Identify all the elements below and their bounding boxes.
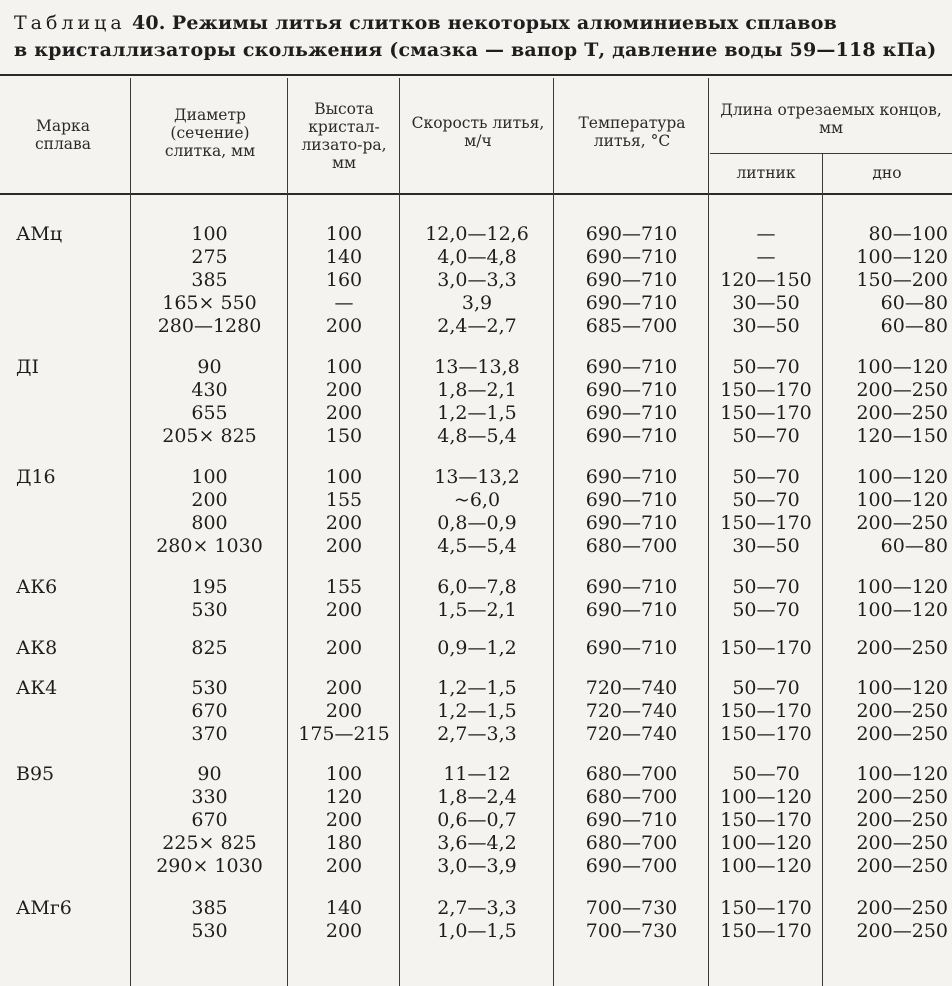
cell-diameter: 200 xyxy=(191,489,228,511)
cell-speed: 3,6—4,2 xyxy=(437,832,517,854)
cell-bottom: 100—120 xyxy=(856,489,948,511)
cell-diameter: 385 xyxy=(191,897,228,919)
cell-height: — xyxy=(334,292,354,314)
cell-diameter: 290× 1030 xyxy=(156,855,263,877)
cell-gate: 150—170 xyxy=(720,920,812,942)
cell-diameter: 195 xyxy=(191,576,228,598)
caption-number: 40. xyxy=(131,12,166,34)
cell-bottom: 100—120 xyxy=(856,763,948,785)
cell-temperature: 690—710 xyxy=(585,379,678,401)
cell-bottom: 60—80 xyxy=(880,315,948,337)
table-row xyxy=(0,269,952,291)
cell-diameter: 90 xyxy=(197,356,222,378)
cell-temperature: 690—710 xyxy=(585,637,678,659)
cell-speed: 1,2—1,5 xyxy=(437,402,517,424)
cell-diameter: 100 xyxy=(191,466,228,488)
table-row xyxy=(0,466,952,488)
cell-diameter: 225× 825 xyxy=(162,832,257,854)
table-row xyxy=(0,700,952,722)
cell-height: 200 xyxy=(325,379,363,401)
cell-temperature: 690—710 xyxy=(585,402,678,424)
cell-diameter: 670 xyxy=(191,700,228,722)
cell-speed: 2,7—3,3 xyxy=(437,897,517,919)
cell-speed: 2,7—3,3 xyxy=(437,723,517,745)
cell-bottom: 80—100 xyxy=(868,223,948,245)
cell-height: 200 xyxy=(325,637,363,659)
header-speed: Скорость литья, м/ч xyxy=(411,114,545,150)
cell-speed: 1,0—1,5 xyxy=(437,920,517,942)
cell-alloy: АМц xyxy=(16,223,63,245)
cell-temperature: 690—710 xyxy=(585,809,678,831)
cell-gate: 50—70 xyxy=(732,425,800,447)
cell-height: 150 xyxy=(325,425,363,447)
cell-height: 155 xyxy=(325,576,363,598)
table-row xyxy=(0,292,952,314)
cell-height: 200 xyxy=(325,512,363,534)
cell-bottom: 100—120 xyxy=(856,356,948,378)
cell-diameter: 205× 825 xyxy=(162,425,257,447)
cell-gate: 30—50 xyxy=(732,315,800,337)
cell-diameter: 670 xyxy=(191,809,228,831)
cell-speed: 12,0—12,6 xyxy=(425,223,529,245)
cell-gate: 150—170 xyxy=(720,897,812,919)
cell-alloy: Д16 xyxy=(16,466,56,488)
cell-gate: 50—70 xyxy=(732,489,800,511)
cell-speed: 1,5—2,1 xyxy=(437,599,517,621)
cell-height: 140 xyxy=(325,897,363,919)
cell-diameter: 280—1280 xyxy=(157,315,262,337)
subheader-rule xyxy=(710,153,952,154)
cell-speed: 1,2—1,5 xyxy=(437,700,517,722)
header-diameter: Диаметр (сечение) слитка, мм xyxy=(164,106,256,160)
cell-gate: 150—170 xyxy=(720,379,812,401)
cell-bottom: 100—120 xyxy=(856,246,948,268)
cell-speed: 4,8—5,4 xyxy=(437,425,517,447)
cell-height: 200 xyxy=(325,920,363,942)
table-row xyxy=(0,489,952,511)
cell-height: 200 xyxy=(325,855,363,877)
cell-height: 100 xyxy=(325,356,363,378)
table-row xyxy=(0,246,952,268)
cell-gate: 30—50 xyxy=(732,292,800,314)
table-row xyxy=(0,402,952,424)
cell-temperature: 700—730 xyxy=(585,920,678,942)
table-row xyxy=(0,599,952,621)
cell-bottom: 100—120 xyxy=(856,677,948,699)
cell-speed: 1,8—2,4 xyxy=(437,786,517,808)
cell-bottom: 200—250 xyxy=(856,809,948,831)
cell-gate: 50—70 xyxy=(732,356,800,378)
cell-gate: — xyxy=(756,223,776,245)
cell-diameter: 430 xyxy=(191,379,228,401)
cell-temperature: 690—710 xyxy=(585,466,678,488)
table-row xyxy=(0,576,952,598)
cell-speed: 1,8—2,1 xyxy=(437,379,517,401)
cell-speed: 2,4—2,7 xyxy=(437,315,517,337)
cell-height: 160 xyxy=(325,269,363,291)
cell-temperature: 720—740 xyxy=(585,700,678,722)
cell-height: 100 xyxy=(325,223,363,245)
cell-gate: 150—170 xyxy=(720,512,812,534)
cell-speed: 1,2—1,5 xyxy=(437,677,517,699)
cell-bottom: 60—80 xyxy=(880,292,948,314)
cell-temperature: 680—700 xyxy=(585,763,678,785)
cell-alloy: ДI xyxy=(16,356,39,378)
table-row xyxy=(0,512,952,534)
cell-temperature: 690—710 xyxy=(585,356,678,378)
cell-gate: 150—170 xyxy=(720,809,812,831)
table-row xyxy=(0,535,952,557)
caption-text-1: Режимы литья слитков некоторых алюминиевых сплавов xyxy=(171,12,837,34)
cell-bottom: 200—250 xyxy=(856,897,948,919)
cell-gate: 100—120 xyxy=(720,855,812,877)
cell-gate: 150—170 xyxy=(720,723,812,745)
cell-diameter: 280× 1030 xyxy=(156,535,263,557)
cell-diameter: 825 xyxy=(191,637,228,659)
cell-bottom: 60—80 xyxy=(880,535,948,557)
cell-diameter: 165× 550 xyxy=(162,292,257,314)
cell-speed: 13—13,2 xyxy=(434,466,520,488)
cell-temperature: 690—710 xyxy=(585,292,678,314)
table-row xyxy=(0,897,952,919)
cell-height: 180 xyxy=(325,832,363,854)
header-height: Высота кристал-лизато-ра, мм xyxy=(301,100,387,172)
cell-temperature: 690—710 xyxy=(585,599,678,621)
table-top-rule xyxy=(0,74,952,76)
cell-diameter: 800 xyxy=(191,512,228,534)
table-row xyxy=(0,855,952,877)
cell-bottom: 200—250 xyxy=(856,512,948,534)
table-row xyxy=(0,786,952,808)
table-row xyxy=(0,832,952,854)
table-row xyxy=(0,379,952,401)
cell-temperature: 700—730 xyxy=(585,897,678,919)
cell-height: 175—215 xyxy=(298,723,390,745)
cell-speed: 0,8—0,9 xyxy=(437,512,517,534)
cell-bottom: 200—250 xyxy=(856,700,948,722)
cell-bottom: 150—200 xyxy=(856,269,948,291)
header-gate: литник xyxy=(736,164,796,182)
cell-temperature: 690—700 xyxy=(585,855,678,877)
table-row xyxy=(0,920,952,942)
cell-gate: — xyxy=(756,246,776,268)
cell-height: 100 xyxy=(325,466,363,488)
cell-gate: 50—70 xyxy=(732,763,800,785)
cell-temperature: 690—710 xyxy=(585,223,678,245)
cell-bottom: 200—250 xyxy=(856,832,948,854)
cell-temperature: 690—710 xyxy=(585,489,678,511)
cell-gate: 150—170 xyxy=(720,402,812,424)
cell-height: 200 xyxy=(325,599,363,621)
table-row xyxy=(0,723,952,745)
cell-temperature: 690—710 xyxy=(585,246,678,268)
cell-bottom: 200—250 xyxy=(856,402,948,424)
cell-gate: 100—120 xyxy=(720,786,812,808)
cell-diameter: 655 xyxy=(191,402,228,424)
cell-temperature: 690—710 xyxy=(585,269,678,291)
cell-diameter: 100 xyxy=(191,223,228,245)
caption-line-1 xyxy=(14,10,944,37)
cell-height: 120 xyxy=(325,786,363,808)
cell-speed: 3,9 xyxy=(461,292,493,314)
cell-height: 200 xyxy=(325,809,363,831)
cell-speed: 4,5—5,4 xyxy=(437,535,517,557)
cell-gate: 100—120 xyxy=(720,832,812,854)
cell-temperature: 685—700 xyxy=(585,315,678,337)
cell-bottom: 100—120 xyxy=(856,576,948,598)
table-row xyxy=(0,763,952,785)
cell-speed: 3,0—3,3 xyxy=(437,269,517,291)
header-alloy: Марка сплава xyxy=(34,117,92,153)
cell-diameter: 330 xyxy=(191,786,228,808)
cell-speed: 4,0—4,8 xyxy=(437,246,517,268)
cell-bottom: 200—250 xyxy=(856,379,948,401)
cell-temperature: 720—740 xyxy=(585,723,678,745)
cell-bottom: 200—250 xyxy=(856,786,948,808)
cell-height: 200 xyxy=(325,700,363,722)
cell-speed: 11—12 xyxy=(443,763,511,785)
header-bottom-rule xyxy=(0,193,952,195)
table-row xyxy=(0,315,952,337)
table-row xyxy=(0,677,952,699)
cell-height: 140 xyxy=(325,246,363,268)
cell-bottom: 200—250 xyxy=(856,920,948,942)
cell-alloy: АК6 xyxy=(16,576,58,598)
header-cut-length: Длина отрезаемых концов, мм xyxy=(720,101,942,137)
cell-diameter: 275 xyxy=(191,246,228,268)
cell-bottom: 100—120 xyxy=(856,599,948,621)
cell-speed: 0,6—0,7 xyxy=(437,809,517,831)
cell-gate: 120—150 xyxy=(720,269,812,291)
cell-speed: ~6,0 xyxy=(453,489,501,511)
table-row xyxy=(0,425,952,447)
cell-diameter: 530 xyxy=(191,677,228,699)
cell-alloy: АК4 xyxy=(16,677,58,699)
table-row xyxy=(0,223,952,245)
cell-alloy: АМг6 xyxy=(16,897,72,919)
cell-speed: 13—13,8 xyxy=(434,356,520,378)
cell-gate: 150—170 xyxy=(720,700,812,722)
cell-temperature: 690—710 xyxy=(585,425,678,447)
cell-speed: 6,0—7,8 xyxy=(437,576,517,598)
cell-bottom: 200—250 xyxy=(856,637,948,659)
caption-line-2: в кристаллизаторы скольжения (смазка — вапор Т, давление воды 59—118 кПа) xyxy=(14,39,937,61)
cell-height: 200 xyxy=(325,315,363,337)
cell-temperature: 680—700 xyxy=(585,535,678,557)
cell-temperature: 690—710 xyxy=(585,576,678,598)
cell-height: 155 xyxy=(325,489,363,511)
cell-speed: 3,0—3,9 xyxy=(437,855,517,877)
cell-diameter: 530 xyxy=(191,920,228,942)
header-temperature: Температура литья, °С xyxy=(578,114,686,150)
cell-height: 200 xyxy=(325,677,363,699)
cell-alloy: АК8 xyxy=(16,637,58,659)
cell-gate: 50—70 xyxy=(732,599,800,621)
cell-temperature: 680—700 xyxy=(585,786,678,808)
caption-lead: Таблица xyxy=(14,12,126,34)
cell-gate: 150—170 xyxy=(720,637,812,659)
table-row xyxy=(0,637,952,659)
header-bottom: дно xyxy=(872,164,902,182)
cell-height: 200 xyxy=(325,402,363,424)
cell-bottom: 120—150 xyxy=(856,425,948,447)
cell-gate: 50—70 xyxy=(732,677,800,699)
cell-gate: 50—70 xyxy=(732,466,800,488)
cell-alloy: В95 xyxy=(16,763,55,785)
table-row xyxy=(0,356,952,378)
cell-speed: 0,9—1,2 xyxy=(437,637,517,659)
cell-gate: 30—50 xyxy=(732,535,800,557)
cell-bottom: 200—250 xyxy=(856,855,948,877)
cell-height: 100 xyxy=(325,763,363,785)
cell-bottom: 100—120 xyxy=(856,466,948,488)
cell-temperature: 680—700 xyxy=(585,832,678,854)
cell-diameter: 370 xyxy=(191,723,228,745)
cell-gate: 50—70 xyxy=(732,576,800,598)
cell-diameter: 385 xyxy=(191,269,228,291)
table-caption xyxy=(14,10,944,64)
cell-bottom: 200—250 xyxy=(856,723,948,745)
table-row xyxy=(0,809,952,831)
cell-diameter: 90 xyxy=(197,763,222,785)
cell-temperature: 690—710 xyxy=(585,512,678,534)
cell-diameter: 530 xyxy=(191,599,228,621)
cell-height: 200 xyxy=(325,535,363,557)
cell-temperature: 720—740 xyxy=(585,677,678,699)
